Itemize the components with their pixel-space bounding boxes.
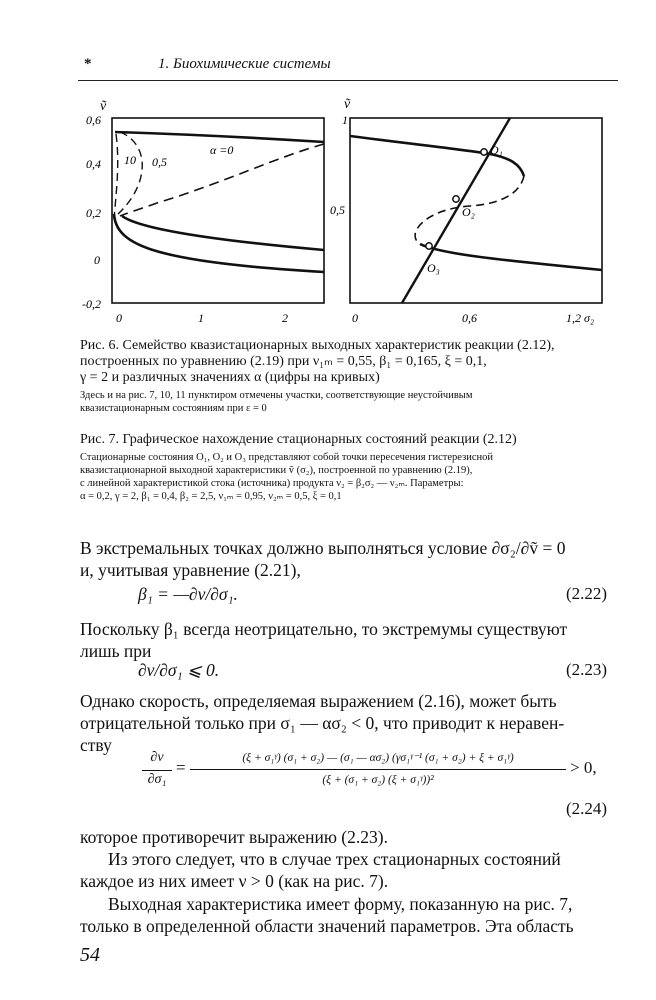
fig6-curve-label: α =0: [210, 143, 234, 157]
eq224-lhs-numerator: ∂ν: [150, 750, 164, 765]
fig6-y-tick: -0,2: [82, 297, 101, 311]
eq224-lhs-denominator: ∂σ₁: [147, 772, 167, 787]
header-marker: *: [84, 56, 92, 72]
fig6-y-tick: 0,4: [86, 157, 101, 171]
fig6-curve-mid: [122, 216, 324, 250]
equation-2-23: ∂ν/∂σ₁ ⩽ 0.: [138, 660, 220, 680]
text-line: Из этого следует, что в случае трех стационарных состояний: [108, 849, 561, 869]
paragraph-5: [80, 848, 628, 892]
fig7-y-tick: 0,5: [330, 203, 345, 217]
fig6-y-tick: 0: [94, 253, 100, 267]
fig7-x-tick: 0: [352, 311, 358, 325]
equation-2-22: β₁ = —∂ν/∂σ₁.: [138, 584, 238, 604]
text-line: отрицательной только при σ₁ — ασ₂ < 0, что приводит к неравен-: [80, 713, 565, 733]
running-header: [78, 54, 618, 81]
fig7-curve-lower: [420, 244, 602, 270]
fig6-curve-lower: [114, 214, 324, 272]
caption-line: α = 0,2, γ = 2, β₁ = 0,4, β₂ = 2,5, ν₁ₘ = 0,95, ν₂ₘ = 0,5, ξ = 0,1: [80, 491, 342, 502]
fig7-point-label: O₂: [462, 205, 475, 219]
caption-line: построенных по уравнению (2.19) при ν₁ₘ = 0,55, β₁ = 0,165, ξ = 0,1,: [80, 354, 487, 369]
fig7-y-axis-label: ṽ: [344, 97, 351, 112]
fig6-x-tick: 2: [282, 311, 288, 325]
text-line: каждое из них имеет ν > 0 (как на рис. 7).: [80, 871, 389, 891]
equation-number: (2.24): [566, 799, 608, 818]
fig7-x-tick: 1,2 σ₂: [566, 311, 595, 325]
figure-7: [330, 97, 602, 325]
fig7-point-label: O₁: [490, 143, 503, 157]
eq224-equals: =: [176, 758, 186, 777]
caption-line: Рис. 6. Семейство квазистационарных выходных характеристик реакции (2.12),: [80, 338, 555, 353]
paragraph-1: [80, 537, 628, 581]
fig6-x-tick: 0: [116, 311, 122, 325]
fig7-point-o2: [453, 196, 459, 202]
text-line: Однако скорость, определяемая выражением (2.16), может быть: [80, 691, 557, 711]
figures-area: [80, 94, 640, 334]
fig6-curve-label: 10: [124, 153, 136, 167]
header-title: 1. Биохимические системы: [158, 56, 331, 72]
text-line: лишь при: [80, 641, 152, 661]
fig6-curve-upper: [115, 132, 324, 142]
figure-note: [80, 389, 625, 415]
fig6-curve-small: [114, 134, 118, 219]
page-number: 54: [80, 944, 100, 966]
eq224-denominator: (ξ + (σ₁ + σ₂) (ξ + σ₁ᵞ))²: [322, 774, 434, 786]
fig7-x-tick: 0,6: [462, 311, 477, 325]
figure-6: [82, 99, 324, 325]
fig7-frame: [350, 118, 602, 303]
eq224-lhs-bar: [142, 770, 172, 771]
text-line: В экстремальных точках должно выполняться условие ∂σ₂/∂ṽ = 0: [80, 538, 566, 558]
caption-line: Стационарные состояния O₁, O₂ и O₃ представляют собой точки пересечения гистерезисной: [80, 452, 493, 463]
eq224-fraction-bar: [190, 769, 566, 770]
fig6-curve-05: [118, 132, 142, 214]
caption-line: с линейной характеристикой стока (источника) продукта ν₂ = β₂σ₂ — ν₂ₘ. Параметры:: [80, 478, 464, 489]
text-line: Поскольку β₁ всегда неотрицательно, то экстремумы существуют: [80, 619, 568, 639]
fig7-point-o1: [481, 149, 487, 155]
fig7-caption-title: Рис. 7. Графическое нахождение стационарных состояний реакции (2.12): [80, 432, 517, 447]
paragraph-4: которое противоречит выражению (2.23).: [80, 827, 388, 847]
paragraph-2: [80, 618, 628, 662]
fig6-x-tick: 1: [198, 311, 204, 325]
fig7-y-tick: 1: [342, 113, 348, 127]
equation-number: (2.22): [566, 584, 608, 603]
fig7-point-label: O₃: [427, 261, 440, 275]
paragraph-6: [80, 893, 628, 937]
text-line: и, учитывая уравнение (2.21),: [80, 560, 301, 580]
paragraph-3: [80, 690, 628, 756]
eq224-numerator: (ξ + σ₁ᵞ) (σ₁ + σ₂) — (σ₁ — ασ₂) (γσ₁ᵞ⁻¹ (σ₁ + σ₂) + ξ + σ₁ᵞ): [242, 752, 514, 764]
caption-line: квазистационарной выходной характеристики ṽ (σ₂), построенной по уравнению (2.19),: [80, 465, 473, 476]
fig7-caption: [80, 451, 625, 503]
note-line: Здесь и на рис. 7, 10, 11 пунктиром отмечены участки, соответствующие неустойчивым: [80, 390, 473, 401]
fig6-caption: [80, 338, 625, 386]
note-line: квазистационарным состояниям при ε = 0: [80, 403, 267, 414]
caption-line: γ = 2 и различных значениях α (цифры на кривых): [80, 370, 380, 385]
fig6-y-tick: 0,2: [86, 206, 101, 220]
eq224-rhs: > 0,: [570, 758, 597, 777]
fig6-curve-label: 0,5: [152, 155, 167, 169]
equation-number: (2.23): [566, 660, 608, 679]
text-line: Выходная характеристика имеет форму, показанную на рис. 7,: [108, 894, 573, 914]
fig7-point-o3: [426, 243, 432, 249]
text-line: только в определенной области значений параметров. Эта область: [80, 916, 574, 936]
text-line: ству: [80, 735, 112, 755]
fig6-y-axis-label: ṽ: [100, 99, 107, 114]
fig6-y-tick: 0,6: [86, 113, 101, 127]
